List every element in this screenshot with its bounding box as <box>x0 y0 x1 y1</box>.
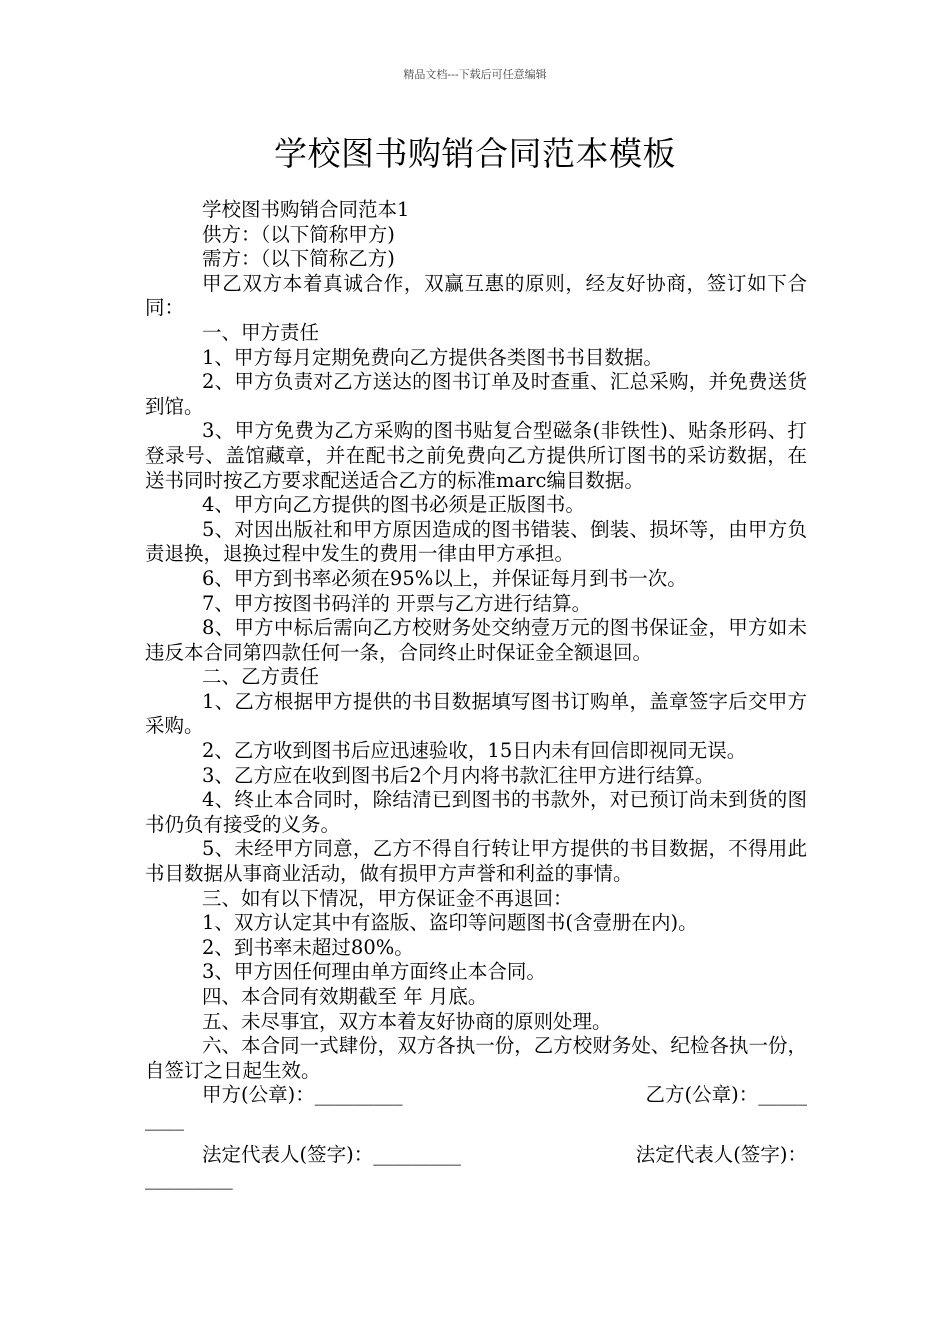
paragraph: 5、未经甲方同意，乙方不得自行转让甲方提供的书目数据，不得用此书目数据从事商业活动，做有损甲方声誉和利益的事情。 <box>145 837 807 886</box>
paragraph: 1、乙方根据甲方提供的书目数据填写图书订购单，盖章签字后交甲方采购。 <box>145 689 807 738</box>
paragraph: 六、本合同一式肆份，双方各执一份，乙方校财务处、纪检各执一份，自签订之日起生效。 <box>145 1034 807 1082</box>
section-heading: 三、如有以下情况，甲方保证金不再退回： <box>202 886 573 910</box>
signature-block <box>145 1083 807 1191</box>
paragraph: 四、本合同有效期截至 年 月底。 <box>202 985 488 1008</box>
paragraph: 需方：（以下简称乙方) <box>202 247 395 271</box>
party-a-rep-line: 法定代表人(签字)：_________ <box>202 1142 461 1166</box>
paragraph: 5、对因出版社和甲方原因造成的图书错装、倒装、损坏等，由甲方负责退换，退换过程中发生的费用一律由甲方承担。 <box>145 517 807 566</box>
document-title: 学校图书购销合同范本模板 <box>274 134 676 173</box>
paragraph: 6、甲方到书率必须在95%以上，并保证每月到书一次。 <box>202 566 687 590</box>
section-heading: 二、乙方责任 <box>202 665 320 689</box>
paragraph: 4、甲方向乙方提供的图书必须是正版图书。 <box>202 493 585 517</box>
paragraph: 2、乙方收到图书后应迅速验收，15日内未有回信即视同无误。 <box>202 739 747 763</box>
paragraph: 供方：（以下简称甲方) <box>202 222 395 246</box>
paragraph: 8、甲方中标后需向乙方校财务处交纳壹万元的图书保证金，甲方如未违反本合同第四款任何一条，合同终止时保证金全额退回。 <box>145 616 807 664</box>
party-b-seal-line-cont: ____ <box>145 1107 184 1131</box>
section-heading: 一、甲方责任 <box>202 320 320 344</box>
paragraph: 3、甲方免费为乙方采购的图书贴复合型磁条(非铁性)、贴条形码、打登录号、盖馆藏章，并在配书之前免费向乙方提供所订图书的采访数据，在送书同时按乙方要求配送适合乙方的标准marc编目数据。 <box>145 419 807 492</box>
document-body <box>145 198 807 1192</box>
paragraph: 1、双方认定其中有盗版、盗印等问题图书(含壹册在内)。 <box>202 911 698 935</box>
paragraph: 2、甲方负责对乙方送达的图书订单及时查重、汇总采购，并免费送货到馆。 <box>145 370 807 418</box>
party-b-rep-line-cont: _________ <box>145 1167 233 1191</box>
party-b-rep-line: 法定代表人(签字)： <box>635 1142 807 1166</box>
paragraph: 学校图书购销合同范本1 <box>202 198 410 221</box>
paragraph: 3、乙方应在收到图书后2个月内将书款汇往甲方进行结算。 <box>202 763 715 787</box>
paragraph: 3、甲方因任何理由单方面终止本合同。 <box>202 960 546 984</box>
paragraph: 7、甲方按图书码洋的 开票与乙方进行结算。 <box>202 591 592 615</box>
party-a-seal-line: 甲方(公章)：_________ <box>202 1083 403 1107</box>
paragraph: 1、甲方每月定期免费向乙方提供各类图书书目数据。 <box>202 345 663 369</box>
seal-row <box>145 1083 807 1108</box>
paragraph: 4、终止本合同时，除结清已到图书的书款外，对已预订尚未到货的图书仍负有接受的义务。 <box>145 788 807 836</box>
representative-row <box>145 1143 807 1168</box>
paragraph: 五、未尽事宜，双方本着友好协商的原则处理。 <box>202 1009 612 1033</box>
paragraph: 2、到书率未超过80%。 <box>202 935 414 959</box>
party-b-seal-line: 乙方(公章)：_____ <box>645 1083 807 1107</box>
paragraph: 甲乙双方本着真诚合作，双赢互惠的原则，经友好协商，签订如下合同： <box>145 271 807 320</box>
page-header: 精品文档---下载后可任意编辑 <box>403 68 547 81</box>
